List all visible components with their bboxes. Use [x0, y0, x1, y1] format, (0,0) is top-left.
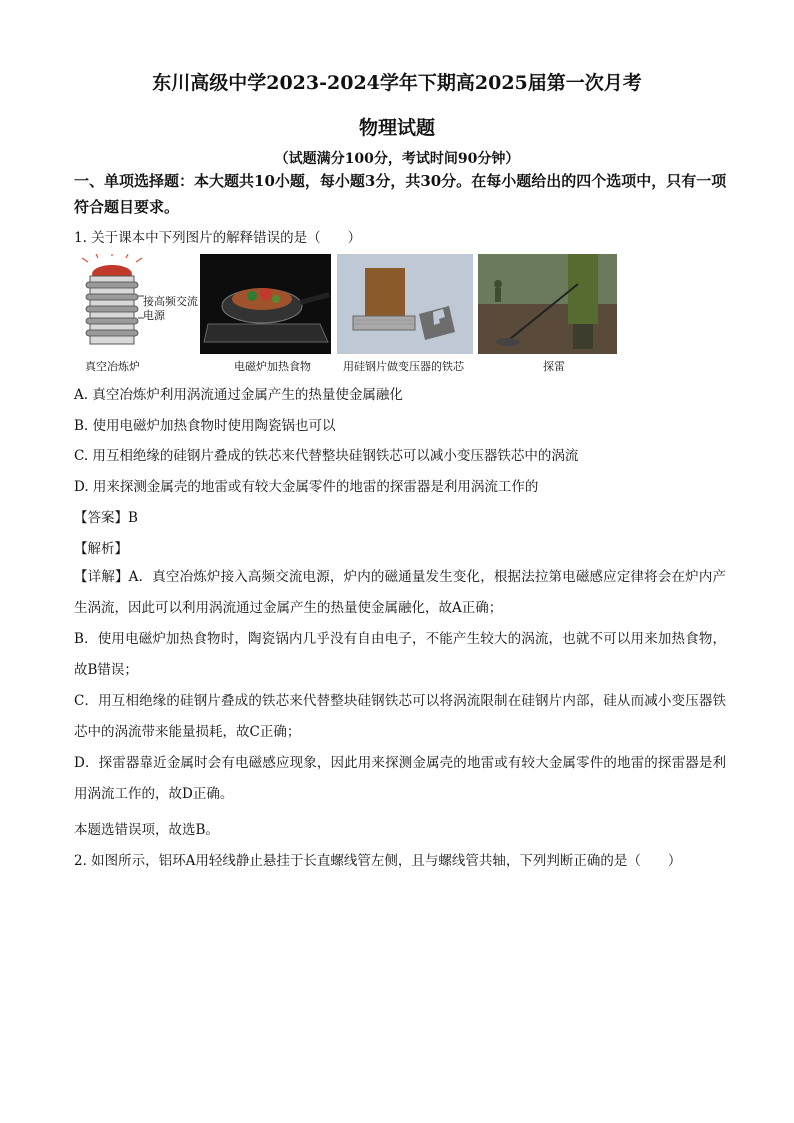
explanation-d: D．探雷器靠近金属时会有电磁感应现象，因此用来探测金属壳的地雷或有较大金属零件的地雷的探雷器是利用涡流工作的，故D正确。: [74, 755, 726, 802]
explanation-c: C．用互相绝缘的硅钢片叠成的铁芯来代替整块硅钢铁芯可以将涡流限制在硅钢片内部，硅从而减小变压器铁芯中的涡流带来能量损耗，故C正确；: [74, 693, 726, 740]
explanation-conclusion: 本题选错误项，故选B。: [74, 822, 219, 838]
explanation-b: B．使用电磁炉加热食物时，陶瓷锅内几乎没有自由电子，不能产生较大的涡流，也就不可以用来加热食物，故B错误；: [74, 631, 726, 678]
question-1-stem: 1. 关于课本中下列图片的解释错误的是（ ）: [74, 230, 362, 246]
question-2-stem: 2. 如图所示，铝环A用轻线静止悬挂于长直螺线管左侧，且与螺线管共轴，下列判断正确的是（ ）: [74, 853, 682, 869]
mine-detector-figure: [478, 254, 617, 354]
subject-title: 物理试题: [358, 117, 435, 139]
caption-induction-cooker: 电磁炉加热食物: [234, 360, 311, 373]
transformer-core-figure: [337, 254, 473, 354]
analysis-label: 【解析】: [74, 541, 128, 557]
option-b: B. 使用电磁炉加热食物时使用陶瓷锅也可以: [74, 418, 336, 434]
exam-info: （试题满分100分，考试时间90分钟）: [274, 151, 520, 167]
caption-vacuum-furnace: 真空冶炼炉: [85, 360, 140, 373]
exam-title: 东川高级中学2023-2024学年下期高2025届第一次月考: [152, 72, 642, 94]
power-source-label: 接高频交流电源: [143, 295, 198, 322]
answer: 【答案】B: [74, 510, 138, 526]
option-a: A. 真空冶炼炉利用涡流通过金属产生的热量使金属融化: [74, 387, 403, 403]
caption-transformer-core: 用硅钢片做变压器的铁芯: [343, 360, 464, 373]
option-c: C. 用互相绝缘的硅钢片叠成的铁芯来代替整块硅钢铁芯可以减小变压器铁芯中的涡流: [74, 448, 579, 464]
option-d: D. 用来探测金属壳的地雷或有较大金属零件的地雷的探雷器是利用涡流工作的: [74, 479, 539, 495]
section-heading: 一、单项选择题：本大题共10小题，每小题3分，共30分。在每小题给出的四个选项中，只有一项符合题目要求。: [74, 172, 727, 216]
induction-cooker-figure: [200, 254, 331, 354]
caption-mine-detection: 探雷: [543, 360, 565, 373]
explanation-a: 【详解】A．真空冶炼炉接入高频交流电源，炉内的磁通量发生变化，根据法拉第电磁感应定律将会在炉内产生涡流，因此可以利用涡流通过金属产生的热量使金属融化，故A正确；: [74, 569, 726, 616]
